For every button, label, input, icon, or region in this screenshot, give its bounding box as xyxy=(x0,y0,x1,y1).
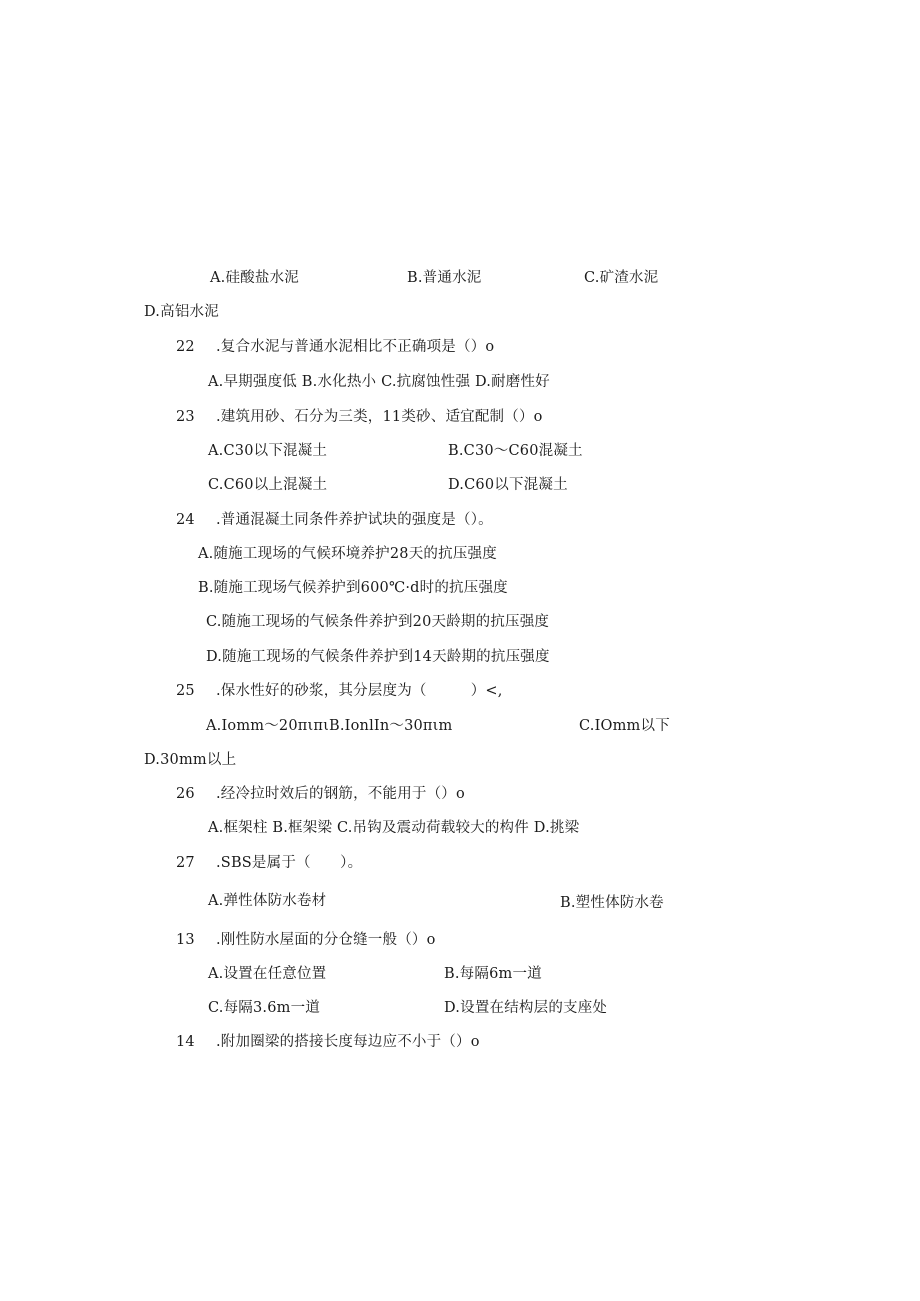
q23-option-c: C.C60以上混凝土 xyxy=(208,477,328,493)
question-number: 27 xyxy=(176,855,195,871)
question-22 xyxy=(176,337,494,357)
q25-option-d: D.30mm以上 xyxy=(144,752,237,768)
q13-option-b: B.每隔6m一道 xyxy=(444,966,542,982)
q23-option-b: B.C30～C60混凝土 xyxy=(448,443,583,459)
q13-option-d: D.设置在结构层的支座处 xyxy=(444,1000,608,1016)
q24-option-a: A.随施工现场的气候环境养护28天的抗压强度 xyxy=(198,546,497,562)
q25-option-ab: A.Iomm～20πιπιB.IonlIn～30πιm xyxy=(206,718,453,734)
q21-option-a: A.硅酸盐水泥 xyxy=(210,270,299,286)
q13-option-c: C.每隔3.6m一道 xyxy=(208,1000,320,1016)
question-number: 13 xyxy=(176,932,195,948)
question-23 xyxy=(176,407,543,427)
question-number: 14 xyxy=(176,1034,195,1050)
question-stem: .保水性好的砂浆，其分层度为（ ）<, xyxy=(216,683,503,699)
question-24 xyxy=(176,510,493,530)
question-number: 24 xyxy=(176,512,195,528)
q21-option-b: B.普通水泥 xyxy=(407,270,482,286)
question-stem: .附加圈梁的搭接长度每边应不小于（）o xyxy=(216,1034,480,1050)
q24-option-c: C.随施工现场的气候条件养护到20天龄期的抗压强度 xyxy=(206,614,550,630)
question-26 xyxy=(176,784,465,804)
q24-option-b: B.随施工现场气候养护到600℃·d时的抗压强度 xyxy=(198,580,508,596)
q24-option-d: D.随施工现场的气候条件养护到14天龄期的抗压强度 xyxy=(206,649,550,665)
q25-option-c: C.IOmm以下 xyxy=(579,718,670,734)
question-stem: .建筑用砂、石分为三类，11类砂、适宜配制（）o xyxy=(216,409,543,425)
q23-option-d: D.C60以下混凝土 xyxy=(448,477,568,493)
q27-option-a: A.弹性体防水卷材 xyxy=(208,893,327,909)
question-27 xyxy=(176,853,362,873)
q13-option-a: A.设置在任意位置 xyxy=(208,966,327,982)
question-number: 26 xyxy=(176,786,195,802)
q21-option-d: D.高铝水泥 xyxy=(144,304,219,320)
question-number: 23 xyxy=(176,409,195,425)
question-stem: .复合水泥与普通水泥相比不正确项是（）o xyxy=(216,339,495,355)
q26-options: A.框架柱 B.框架梁 C.吊钩及震动荷载较大的构件 D.挑梁 xyxy=(208,820,580,836)
q23-option-a: A.C30以下混凝土 xyxy=(208,443,328,459)
question-stem: .SBS是属于（ ）。 xyxy=(216,855,363,871)
question-25 xyxy=(176,681,503,701)
question-13 xyxy=(176,930,436,950)
question-number: 25 xyxy=(176,683,195,699)
q27-option-b: B.塑性体防水卷 xyxy=(560,895,664,911)
question-stem: .普通混凝土同条件养护试块的强度是（）。 xyxy=(216,512,493,528)
question-14 xyxy=(176,1032,480,1052)
question-stem: .刚性防水屋面的分仓缝一般（）o xyxy=(216,932,436,948)
q22-options: A.早期强度低 B.水化热小 C.抗腐蚀性强 D.耐磨性好 xyxy=(208,374,550,390)
q21-option-c: C.矿渣水泥 xyxy=(584,270,659,286)
question-number: 22 xyxy=(176,339,195,355)
question-stem: .经冷拉时效后的钢筋，不能用于（）o xyxy=(216,786,465,802)
